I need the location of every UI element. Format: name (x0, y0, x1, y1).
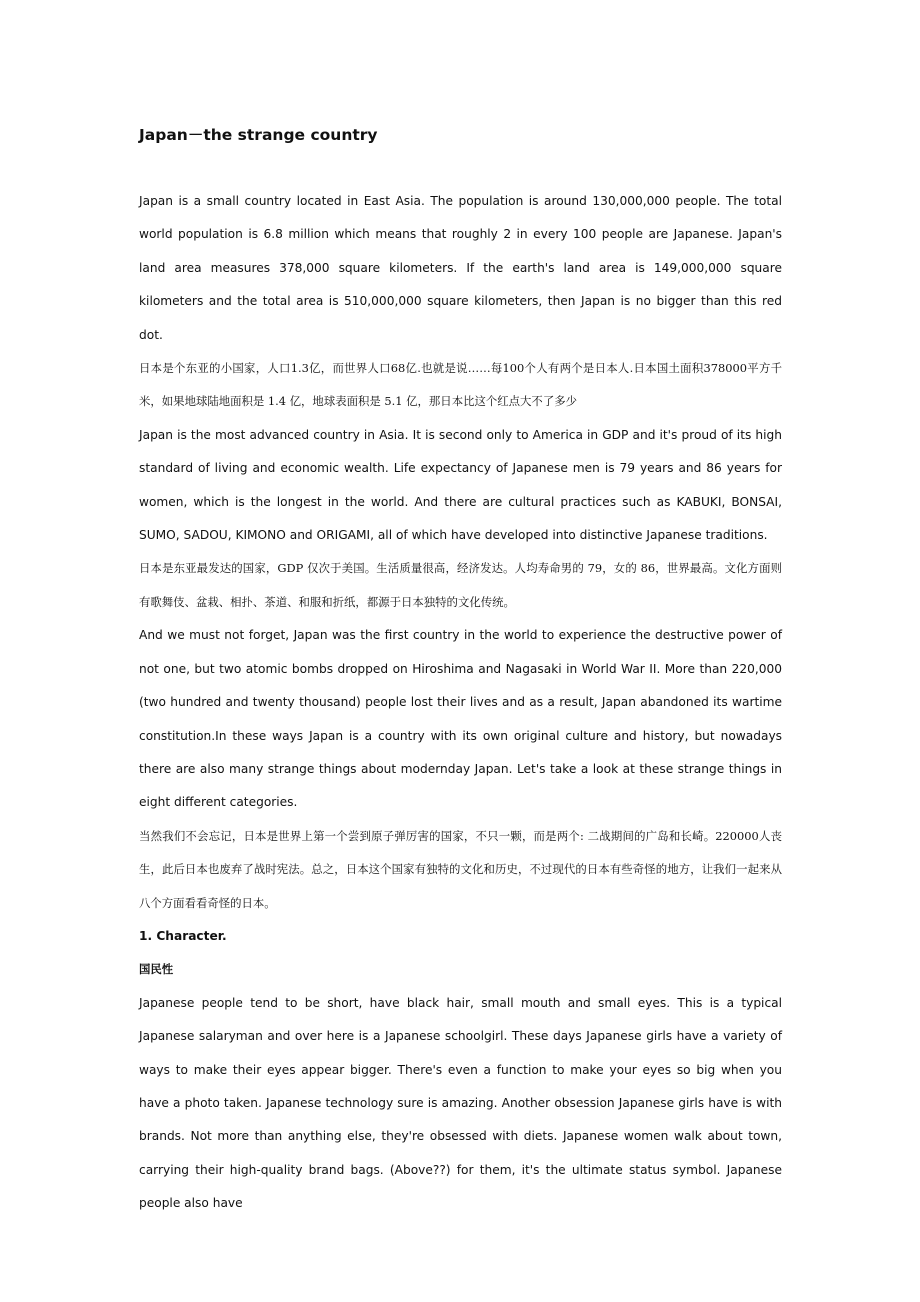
paragraph-history-en: And we must not forget, Japan was the first country in the world to experience the destructive power of not one, but two atomic bombs dropped on Hiroshima and Nagasaki in World War II. More than 220,000 (two hundred and twenty thousand) people lost their lives and as a result, Japan abandoned its wartime constitution.In these ways Japan is a country with its own original culture and history, but nowadays there are also many strange things about modernday Japan. Let's take a look at these strange things in eight different categories. (139, 628, 782, 810)
paragraph-history-zh: 当然我们不会忘记，日本是世界上第一个尝到原子弹厉害的国家，不只一颗，而是两个: 二战期间的广岛和长崎。220000人丧生，此后日本也废弃了战时宪法。总之，日本这个国家有独特的文化和历史，不过现代的日本有些奇怪的地方，让我们一起来从八个方面看看奇怪的日本。 (139, 828, 782, 910)
paragraph-advanced-zh: 日本是东亚最发达的国家，GDP 仅次于美国。生活质量很高，经济发达。人均寿命男的 79，女的 86，世界最高。文化方面则有歌舞伎、盆栽、相扑、茶道、和服和折纸，都源于日本独特的文化传统。 (139, 561, 782, 609)
paragraph-intro-en: Japan is a small country located in East Asia. The population is around 130,000,000 people. The total world population is 6.8 million which means that roughly 2 in every 100 people are Japanese. Japan's land area measures 378,000 square kilometers. If the earth's land area is 149,000,000 square kilometers and the total area is 510,000,000 square kilometers, then Japan is no bigger than this red dot. (139, 194, 782, 342)
paragraph-character-en: Japanese people tend to be short, have black hair, small mouth and small eyes. This is a typical Japanese salaryman and over here is a Japanese schoolgirl. These days Japanese girls have a variety of ways to make their eyes appear bigger. There's even a function to make your eyes so big when you have a photo taken. Japanese technology sure is amazing. Another obsession Japanese girls have is with brands. Not more than anything else, they're obsessed with diets. Japanese women walk about town, carrying their high-quality brand bags. (Above??) for them, it's the ultimate status symbol. Japanese people also have (139, 995, 782, 1211)
section-heading-character: 1. Character. (139, 928, 227, 943)
paragraph-advanced-en: Japan is the most advanced country in Asia. It is second only to America in GDP and it's proud of its high standard of living and economic wealth. Life expectancy of Japanese men is 79 years and 86 years for women, which is the longest in the world. And there are cultural practices such as KABUKI, BONSAI, SUMO, SADOU, KIMONO and ORIGAMI, all of which have developed into distinctive Japanese traditions. (139, 427, 782, 543)
document-title: Japan－the strange country (139, 126, 378, 144)
paragraph-intro-zh: 日本是个东亚的小国家，人口1.3亿，而世界人口68亿.也就是说……每100个人有两个是日本人.日本国土面积378000平方千米，如果地球陆地面积是 1.4 亿，地球表面积是 5.1 亿，那日本比这个红点大不了多少 (139, 361, 782, 409)
section-subheading-character-zh: 国民性 (139, 962, 174, 977)
document-page (139, 118, 782, 1221)
